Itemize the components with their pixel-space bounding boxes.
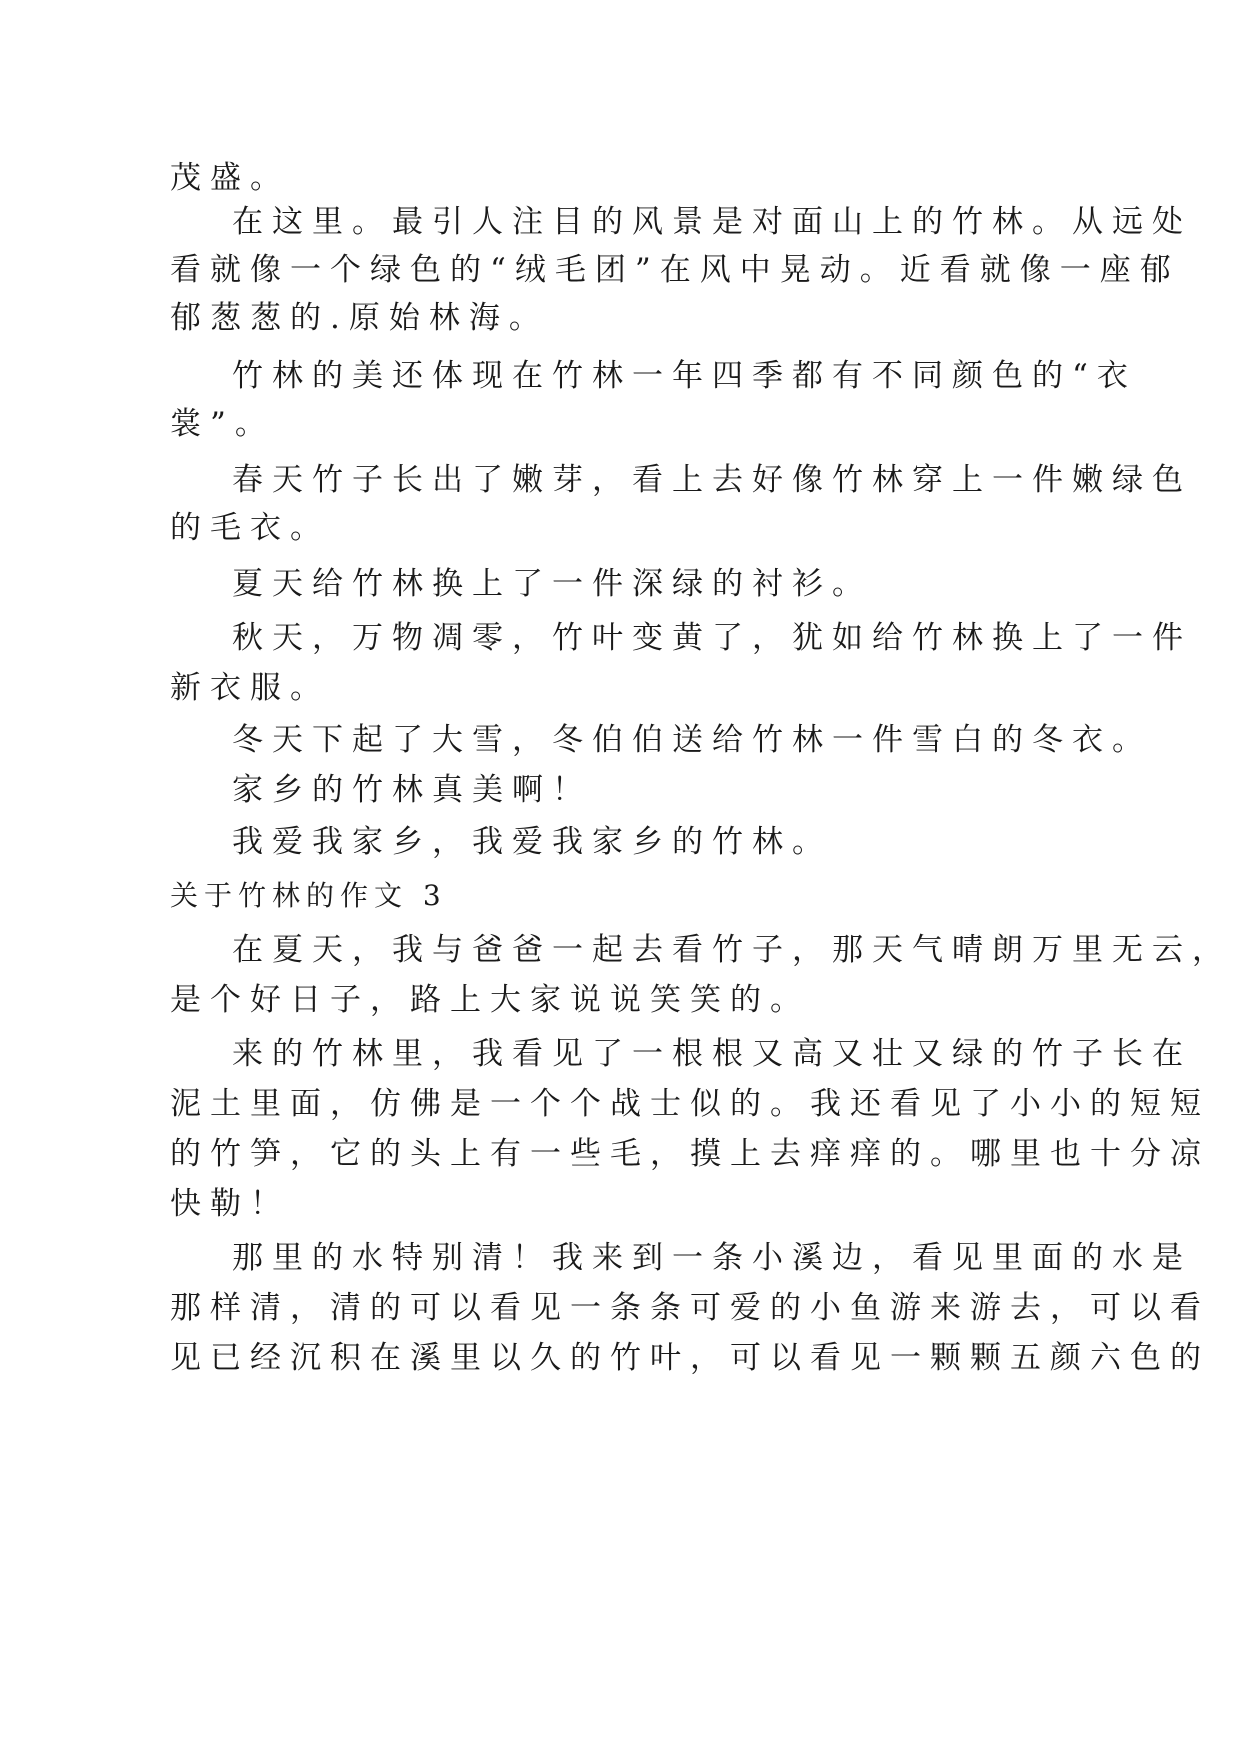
- paragraph-first-line: 在夏天，我与爸爸一起去看竹子，那天气晴朗万里无云，: [232, 932, 1232, 968]
- paragraph-first-line: 竹林的美还体现在竹林一年四季都有不同颜色的“衣: [232, 358, 1137, 394]
- text-line: 裳”。: [170, 406, 275, 442]
- text-line: 的竹笋，它的头上有一些毛，摸上去痒痒的。哪里也十分凉: [170, 1136, 1210, 1172]
- text-line: 快勒！: [170, 1186, 290, 1222]
- text-line: 的毛衣。: [170, 510, 330, 546]
- text-line: 郁葱葱的.原始林海。: [170, 300, 549, 336]
- text-line: 那样清，清的可以看见一条条可爱的小鱼游来游去，可以看: [170, 1290, 1210, 1326]
- text-line: 茂盛。: [170, 160, 290, 196]
- paragraph-first-line: 春天竹子长出了嫩芽，看上去好像竹林穿上一件嫩绿色: [232, 462, 1192, 498]
- text-line: 看就像一个绿色的“绒毛团”在风中晃动。近看就像一座郁: [170, 252, 1180, 288]
- paragraph-first-line: 冬天下起了大雪，冬伯伯送给竹林一件雪白的冬衣。: [232, 722, 1152, 758]
- text-line: 是个好日子，路上大家说说笑笑的。: [170, 982, 810, 1018]
- paragraph-first-line: 在这里。最引人注目的风景是对面山上的竹林。从远处: [232, 204, 1192, 240]
- paragraph-first-line: 来的竹林里，我看见了一根根又高又壮又绿的竹子长在: [232, 1036, 1192, 1072]
- paragraph-first-line: 秋天，万物凋零，竹叶变黄了，犹如给竹林换上了一件: [232, 620, 1192, 656]
- paragraph-first-line: 我爱我家乡，我爱我家乡的竹林。: [232, 824, 832, 860]
- paragraph-first-line: 夏天给竹林换上了一件深绿的衬衫。: [232, 566, 872, 602]
- text-line: 泥土里面，仿佛是一个个战士似的。我还看见了小小的短短: [170, 1086, 1210, 1122]
- text-line: 见已经沉积在溪里以久的竹叶，可以看见一颗颗五颜六色的: [170, 1340, 1210, 1376]
- text-line: 新衣服。: [170, 670, 330, 706]
- section-heading: 关于竹林的作文 3: [170, 879, 447, 912]
- paragraph-first-line: 家乡的竹林真美啊！: [232, 772, 592, 808]
- paragraph-first-line: 那里的水特别清！我来到一条小溪边，看见里面的水是: [232, 1240, 1192, 1276]
